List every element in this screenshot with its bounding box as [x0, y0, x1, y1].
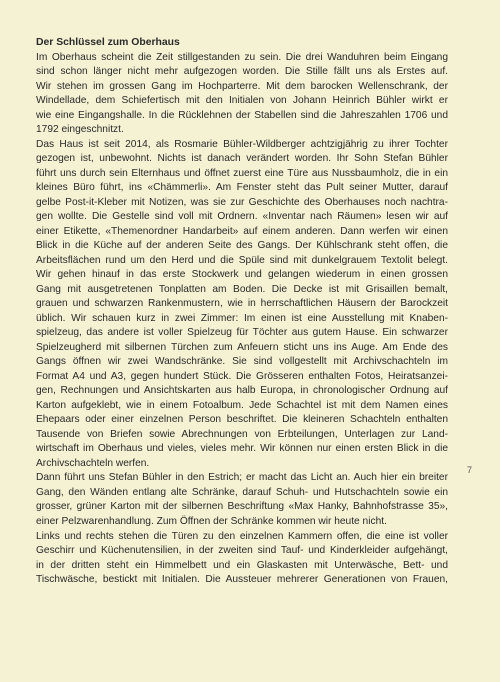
- text-line: Ehepaars oder einer einzelnen Person beschriftet. Die kleineren Schachteln enthalten: [36, 414, 448, 426]
- text-line: Tischwäsche, bestickt mit Initialen. Die Aussteuer mehrerer Generationen von Frauen,: [36, 574, 448, 586]
- text-line: führt uns durch sein Elternhaus und öffnet zuerst eine Türe aus Nussbaumholz, die in ein: [36, 167, 448, 179]
- section-heading: Der Schlüssel zum Oberhaus: [36, 37, 180, 48]
- text-line: Im Oberhaus scheint die Zeit stillgestanden zu sein. Die drei Wanduhren beim Eingang: [36, 51, 448, 63]
- text-line: sind schon länger nicht mehr aufgezogen worden. Die Stille fällt uns als Erstes auf.: [36, 66, 448, 78]
- page-number: 7: [467, 465, 473, 475]
- text-line: Links und rechts stehen die Türen zu den einzelnen Kammern offen, die eine ist voller: [36, 530, 448, 542]
- paragraph-lines: [36, 51, 448, 588]
- text-line: gen, Rechnungen und Ansichtskarten aus halb Europa, in chronologischer Ordnung auf: [36, 385, 448, 397]
- text-line: einer Pelzwarenhandlung. Zum Öffnen der Schränke kommen wir heute nicht.: [36, 516, 387, 527]
- body-text: [36, 36, 448, 588]
- text-line: Das Haus ist seit 2014, als Rosmarie Bühler-Wildberger achtzigjährig zu ihrer Tochter: [36, 138, 448, 150]
- text-line: gen wollte. Die Gestelle sind voll mit Ordnern. «Inventar nach Räumen» lesen wir auf: [36, 211, 448, 223]
- text-line: Windellade, dem Schiefertisch mit den Initialen von Johann Heinrich Bühler wirkt er: [36, 95, 448, 107]
- text-line: Wir stehen im grossen Gang im Hochparterre. Mit dem barocken Wellenschrank, der: [36, 80, 448, 92]
- text-line: wirtschaft im Oberhaus und vieles, vieles mehr. Wir können nur einen ersten Blick in die: [36, 443, 448, 455]
- text-line: üblich. Wir schauen kurz in zwei Zimmer: Im einen ist eine Ausstellung mit Knaben-: [36, 312, 448, 324]
- text-line: grosser, grüner Karton mit der silbernen Beschriftung «Max Hanky, Bahnhofstrasse 35»,: [36, 501, 448, 513]
- text-line: gelbe Post-it-Kleber mit Notizen, was sie zur Geschichte des Oberhauses noch nachtra-: [36, 196, 448, 208]
- text-line: Dann führt uns Stefan Bühler in den Estrich; er macht das Licht an. Auch hier ein breiter: [36, 472, 448, 484]
- text-line: grauen und schwarzen Rankenmustern, wie in herrschaftlichen Häusern der Barockzeit: [36, 298, 448, 310]
- text-line: Karton aufgeklebt, wie in einem Fotoalbum. Jede Schachtel ist mit dem Namen eines: [36, 399, 448, 411]
- text-line: Tausende von Briefen sowie Abrechnungen von Erbteilungen, Unterlagen zur Land-: [36, 428, 448, 440]
- text-line: in der dritten steht ein Himmelbett und ein Glaskasten mit Unterwäsche, Bett- und: [36, 559, 448, 571]
- text-line: gezogen ist, unbewohnt. Nichts ist danach verändert worden. Ihr Sohn Stefan Bühler: [36, 153, 448, 165]
- text-line: Gang, den Wänden entlang alte Schränke, darauf Schuh- und Hutschachteln sowie ein: [36, 486, 448, 498]
- text-line: wie eine Eingangshalle. In die Rücklehnen der Stabellen sind die Jahreszahlen 1706 und: [36, 109, 448, 121]
- text-line: spielzeug, das andere ist voller Spielzeug für Töchter aus gutem Hause. Ein schwarzer: [36, 327, 448, 339]
- text-line: Wir gehen hinauf in das erste Stockwerk und gelangen wiederum in einen grossen: [36, 269, 448, 281]
- text-line: Spielzeugherd mit silbernen Türchen zum Anfeuern sticht uns ins Auge. Am Ende des: [36, 341, 448, 353]
- text-line: 1792 eingeschnitzt.: [36, 124, 124, 136]
- text-line: Format A4 und A3, gegen hundert Stück. Die Grösseren enthalten Fotos, Heiratsanzei-: [36, 370, 448, 382]
- text-line: Gangs öffnen wir zwei Wandschränke. Sie sind vollgestellt mit Archivschachteln im: [36, 356, 448, 368]
- text-line: kleines Büro führt, ins «Chämmerli». Am Fenster steht das Pult seiner Mutter, darauf: [36, 182, 448, 194]
- text-line: Geschirr und Küchenutensilien, in der zweiten sind Tauf- und Kinderkleider aufgehängt,: [36, 545, 448, 557]
- text-line: Blick in die Küche auf der anderen Seite des Gangs. Der Kühlschrank steht offen, die: [36, 240, 448, 252]
- text-line: Gang mit ausgetretenen Tonplatten am Boden. Die Decke ist mit Grisaillen bemalt,: [36, 283, 448, 295]
- text-line: Arbeitsflächen rund um den Herd und die Spüle sind mit dunkelgrauem Textolit belegt.: [36, 254, 448, 266]
- text-line: Archivschachteln werfen.: [36, 457, 150, 469]
- text-line: einer Etikette, «Themenordner Handarbeit» auf einem anderen. Dann werfen wir einen: [36, 225, 448, 237]
